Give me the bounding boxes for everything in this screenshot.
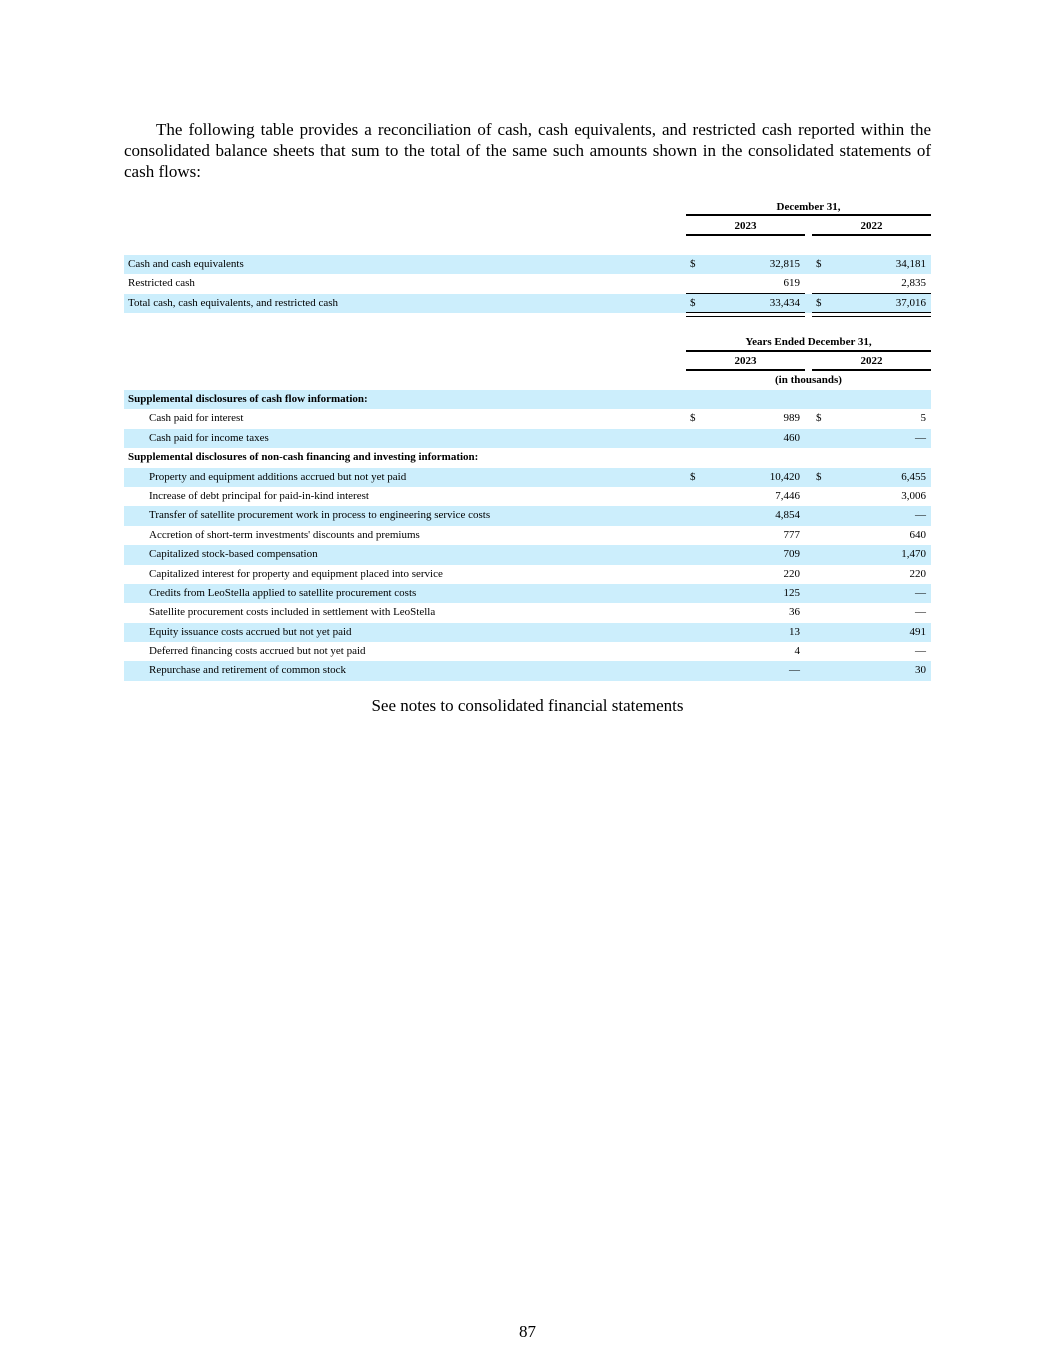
value-2022: 34,181 [895, 258, 926, 270]
table1-col-2022: 2022 [860, 220, 883, 232]
section-heading: Supplemental disclosures of cash flow information: [124, 390, 931, 409]
table-row [124, 506, 931, 525]
value-2023: 125 [783, 586, 800, 599]
reconciliation-rows [124, 255, 931, 313]
table-row [124, 429, 931, 448]
row-label: Accretion of short-term investments' discounts and premiums [149, 528, 420, 541]
value-2023: 989 [783, 412, 800, 425]
supplemental-rows [124, 390, 931, 681]
value-2022: 1,470 [901, 548, 926, 561]
row-label: Satellite procurement costs included in settlement with LeoStella [149, 606, 436, 619]
table-row [124, 623, 931, 642]
section-heading: Supplemental disclosures of non-cash financing and investing information: [128, 451, 479, 464]
table-row [124, 661, 931, 680]
table1-col-2023: 2023 [734, 220, 757, 232]
row-label: Deferred financing costs accrued but not yet paid [149, 645, 366, 658]
table-row: Cash and cash equivalents $ 32,815 $ 34,181 [124, 255, 931, 274]
table2-col-2023: 2023 [734, 355, 757, 367]
table-row: Property and equipment additions accrued but not yet paid $ 10,420 $ 6,455 [124, 468, 931, 487]
table-row [124, 603, 931, 622]
value-2023: 36 [789, 606, 800, 619]
value-2023: 4,854 [775, 509, 800, 522]
value-2022: 220 [909, 567, 926, 580]
table2-header: Years Ended December 31, [745, 336, 872, 348]
value-2022: — [915, 509, 926, 522]
value-2022: 30 [915, 664, 926, 677]
table-row [124, 565, 931, 584]
value-2023: 7,446 [775, 489, 800, 502]
value-2022: 2,835 [901, 277, 926, 290]
value-2023: 220 [783, 567, 800, 580]
value-2023: 460 [783, 431, 800, 444]
table-row: Cash paid for interest $ 989 $ 5 [124, 409, 931, 428]
row-label: Equity issuance costs accrued but not yet paid [149, 625, 352, 638]
intro-paragraph: The following table provides a reconciliation of cash, cash equivalents, and restricted cash reported within the consolidated balance sheets that sum to the total of the same such amounts shown in the consolidated statements of cash flows: [124, 120, 931, 181]
value-2023: 32,815 [769, 258, 800, 270]
table2-col-2022: 2022 [860, 355, 883, 367]
value-2023: 709 [783, 548, 800, 561]
value-2022: 640 [909, 528, 926, 541]
table-row [124, 526, 931, 545]
row-label: Restricted cash [128, 277, 195, 290]
footer-note: See notes to consolidated financial statements [371, 696, 684, 715]
table1-header: December 31, [776, 201, 841, 213]
row-label: Capitalized interest for property and equipment placed into service [149, 567, 443, 580]
value-2022: 3,006 [901, 489, 926, 502]
row-label: Increase of debt principal for paid-in-kind interest [149, 489, 369, 502]
value-2022: — [915, 431, 926, 444]
value-2022: 491 [909, 625, 926, 638]
row-label: Cash paid for interest [149, 412, 244, 425]
units-label: (in thousands) [775, 374, 842, 386]
table-row [124, 487, 931, 506]
row-label: Cash paid for income taxes [149, 431, 269, 444]
table-row [124, 642, 931, 661]
value-2022: — [915, 645, 926, 658]
value-2023: 619 [783, 277, 800, 290]
value-2022: — [915, 586, 926, 599]
table-row [124, 545, 931, 564]
page-number: 87 [519, 1322, 536, 1341]
row-label: Capitalized stock-based compensation [149, 548, 318, 561]
value-2022: — [915, 606, 926, 619]
row-label: Property and equipment additions accrued but not yet paid [149, 470, 407, 483]
row-label: Cash and cash equivalents [128, 258, 244, 270]
row-label: Transfer of satellite procurement work in process to engineering service costs [149, 509, 491, 522]
row-label: Total cash, cash equivalents, and restricted cash [128, 296, 338, 309]
value-2023: 777 [783, 528, 800, 541]
value-2023: 13 [789, 625, 800, 638]
row-label: Repurchase and retirement of common stock [149, 664, 347, 677]
row-label: Credits from LeoStella applied to satellite procurement costs [149, 586, 417, 599]
table-row [124, 274, 931, 293]
table-row: Total cash, cash equivalents, and restricted cash $ 33,434 $ 37,016 [124, 294, 931, 313]
value-2023: — [789, 664, 800, 677]
value-2023: 10,420 [769, 470, 800, 483]
table-row [124, 584, 931, 603]
value-2022: 6,455 [901, 470, 926, 483]
value-2022: 37,016 [895, 296, 926, 309]
value-2023: 33,434 [769, 296, 800, 309]
value-2023: 4 [794, 645, 800, 658]
value-2022: 5 [920, 412, 926, 425]
